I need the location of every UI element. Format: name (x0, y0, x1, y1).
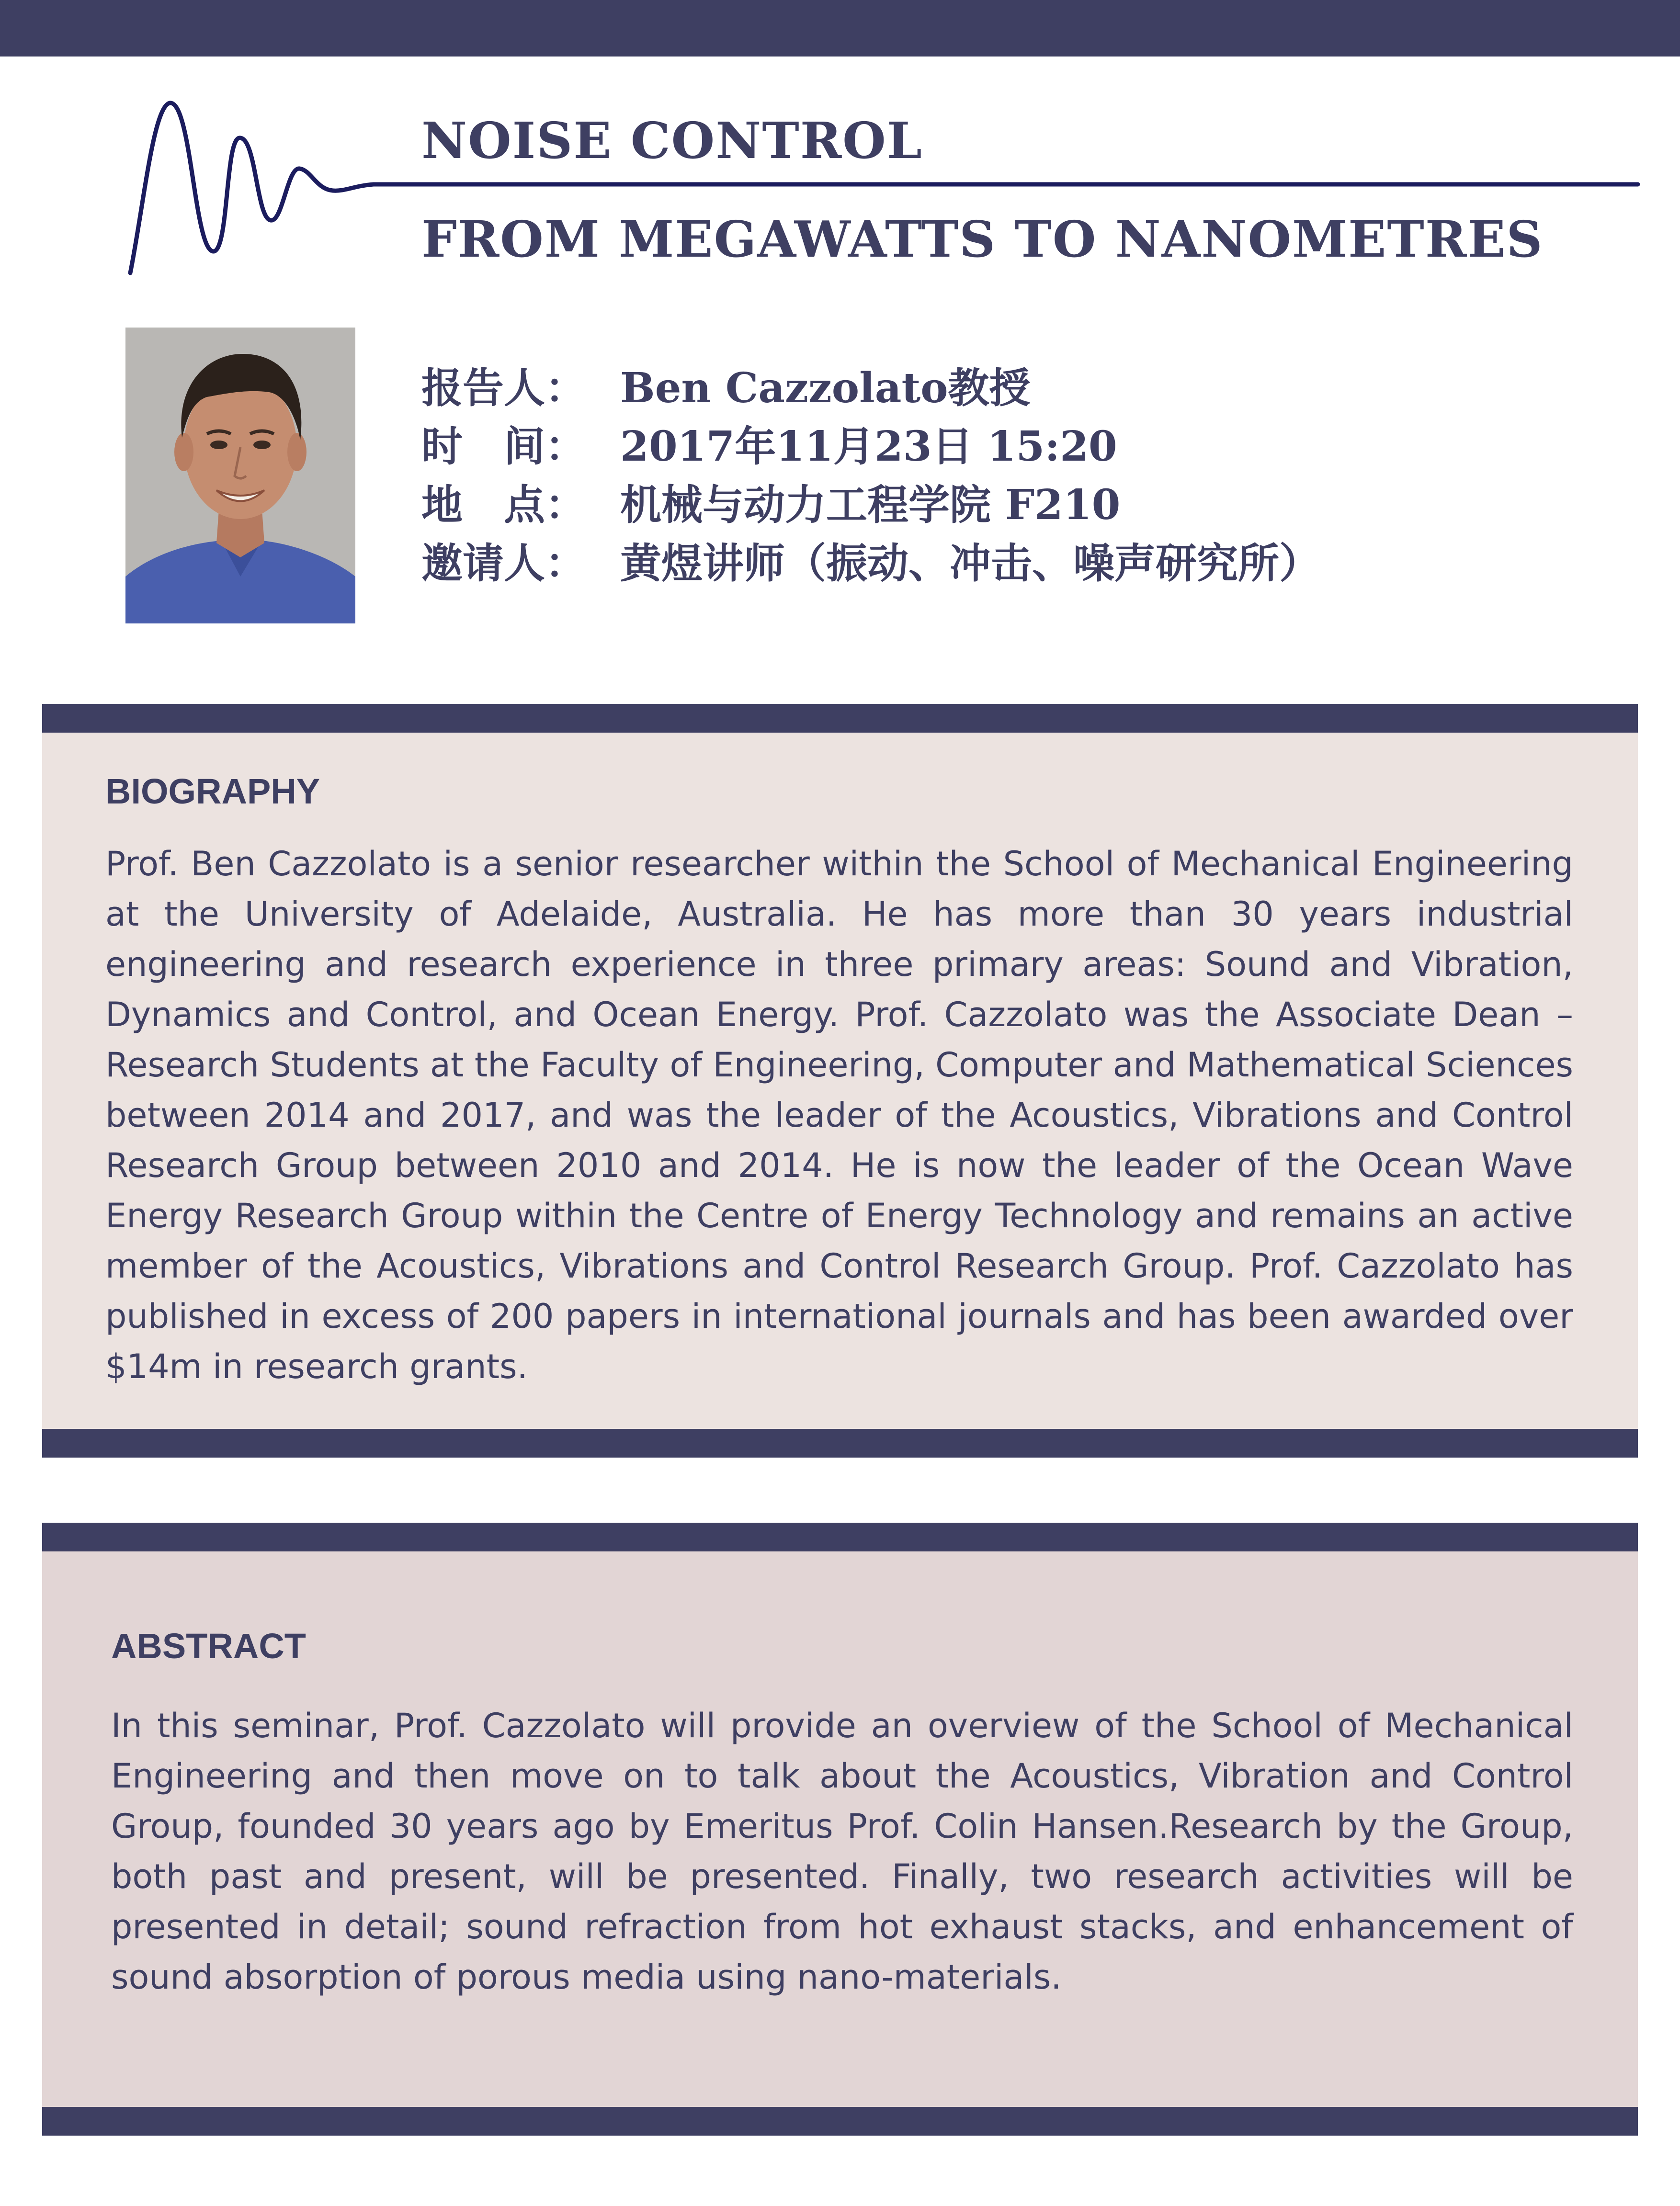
abstract-heading: ABSTRACT (111, 1626, 306, 1666)
biography-heading: BIOGRAPHY (105, 771, 320, 811)
host-value: 黄煜讲师（振动、冲击、噪声研究所） (620, 539, 1320, 588)
abstract-top-bar (42, 1523, 1638, 1551)
place-line (421, 481, 1121, 529)
biography-bottom-bar (42, 1429, 1638, 1458)
seminar-title-line1: NOISE CONTROL (421, 111, 923, 170)
speaker-label: 报告人： (421, 364, 586, 412)
biography-top-bar (42, 704, 1638, 733)
place-label: 地 点： (421, 481, 586, 529)
speaker-line (421, 364, 1031, 412)
place-value: 机械与动力工程学院 F210 (620, 481, 1121, 529)
speaker-name: Ben Cazzolato教授 (620, 364, 1031, 412)
abstract-bottom-bar (42, 2107, 1638, 2136)
time-line (421, 422, 1117, 471)
abstract-text: In this seminar, Prof. Cazzolato will provide an overview of the School of Mechanical Engineering and then move on to talk about the Acoustics, Vibration and Control Group, founded 30 years ago by Emeritus Prof. Colin Hansen.Research by the Group, both past and present, will be presented. Finally, two research activities will be presented in detail; sound refraction from hot exhaust stacks, and enhancement of sound absorption of porous media using nano-materials. (111, 1706, 1573, 1997)
biography-text: Prof. Ben Cazzolato is a senior researcher within the School of Mechanical Engineering at the University of Adelaide, Australia. He has more than 30 years industrial engineering and research experience in three primary areas: Sound and Vibration, Dynamics and Control, and Ocean Energy. Prof. Cazzolato was the Associate Dean – Research Students at the Faculty of Engineering, Computer and Mathematical Sciences between 2014 and 2017, and was the leader of the Acoustics, Vibrations and Control Research Group between 2010 and 2014. He is now the leader of the Ocean Wave Energy Research Group within the Centre of Energy Technology and remains an active member of the Acoustics, Vibrations and Control Research Group. Prof. Cazzolato has published in excess of 200 papers in international journals and has been awarded over $14m in research grants. (105, 844, 1573, 1386)
host-line (421, 539, 1320, 588)
seminar-title-line2: FROM MEGAWATTS TO NANOMETRES (421, 210, 1544, 269)
time-value: 2017年11月23日 15:20 (620, 422, 1117, 471)
host-label: 邀请人： (421, 539, 586, 588)
time-label: 时 间： (421, 422, 586, 471)
speaker-portrait-photo (125, 328, 355, 623)
